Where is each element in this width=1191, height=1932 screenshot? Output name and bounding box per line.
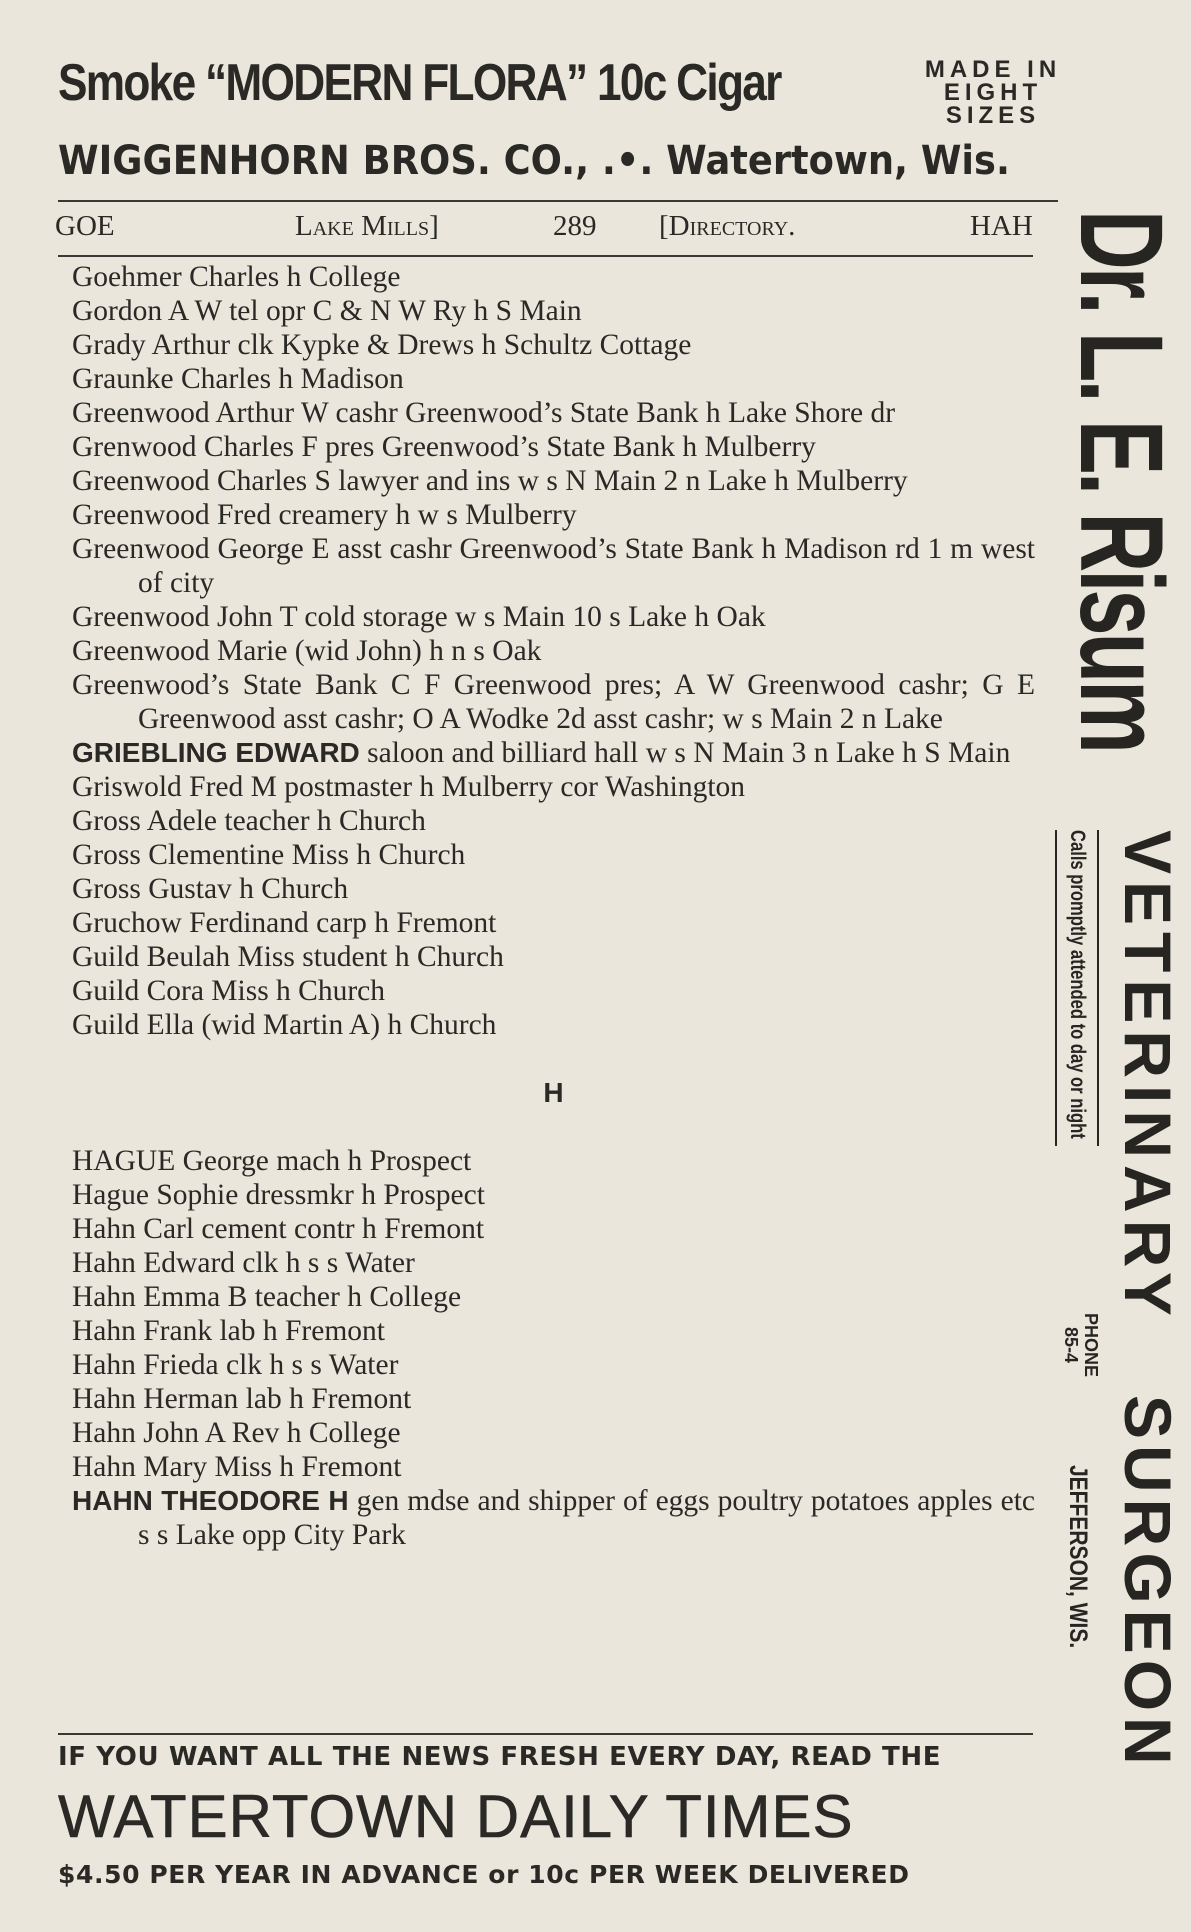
list-item [72,736,1035,770]
newspaper-price: $4.50 PER YEAR IN ADVANCE or 10c PER WEEK DELIVERED [58,1860,910,1889]
entry-text: Hahn Mary Miss h Fremont [72,1451,402,1483]
directory-entries [72,260,1035,1552]
list-item [72,1008,1035,1042]
entry-text: Greenwood’s State Bank C F Greenwood pres; A W Greenwood cashr; G E Greenwood asst cashr; O A Wodke 2d asst cashr; w s Main 2 n Lake [72,669,1035,735]
entries-g [72,260,1035,1042]
entry-text: Greenwood George E asst cashr Greenwood’s State Bank h Madison rd 1 m west of city [72,533,1035,599]
header-start-word: GOE [55,210,115,242]
newspaper-title: WATERTOWN DAILY TIMES [58,1783,854,1850]
phone-label: PHONE [1081,1312,1101,1377]
entry-text: Hahn John A Rev h College [72,1417,401,1449]
entry-text: Hahn Emma B teacher h College [72,1281,462,1313]
header-top-rule [58,200,1058,202]
veterinarian-advertisement [1051,210,1191,1870]
veterinary-label: VETERINARY [1111,830,1185,1323]
list-item [72,362,1035,396]
entry-text: Gordon A W tel opr C & N W Ry h S Main [72,295,582,327]
entry-text: Hahn Carl cement contr h Fremont [72,1213,485,1245]
list-item [72,1484,1035,1552]
header-end-word: HAH [970,210,1033,242]
list-item [72,1416,1035,1450]
list-item [72,600,1035,634]
list-item [72,668,1035,736]
entry-text: Greenwood Charles S lawyer and ins w s N Main 2 n Lake h Mulberry [72,465,908,497]
phone-block [1061,1310,1101,1380]
town-label: JEFFERSON, WIS. [1064,1465,1092,1649]
list-item [72,1382,1035,1416]
entry-text: Greenwood Marie (wid John) h n s Oak [72,635,542,667]
list-item [72,1348,1035,1382]
list-item [72,838,1035,872]
entry-text: Hahn Herman lab h Fremont [72,1383,412,1415]
entry-text: Gruchow Ferdinand carp h Fremont [72,907,497,939]
entry-text: HAGUE George mach h Prospect [72,1145,472,1177]
calls-note: Calls promptly attended to day or night [1055,830,1099,1146]
entry-text: Gross Clementine Miss h Church [72,839,466,871]
entries-h [72,1144,1035,1552]
list-item [72,1314,1035,1348]
list-item [72,1212,1035,1246]
entry-text: Greenwood John T cold storage w s Main 10 s Lake h Oak [72,601,766,633]
made-in-eight-sizes: MADE IN EIGHT SIZES [924,56,1062,129]
list-item [72,1144,1035,1178]
entry-text: Guild Cora Miss h Church [72,975,386,1007]
entry-text: Hague Sophie dressmkr h Prospect [72,1179,485,1211]
list-item [72,260,1035,294]
list-item [72,770,1035,804]
list-item [72,974,1035,1008]
entry-text: Guild Beulah Miss student h Church [72,941,504,973]
footer-top-rule [58,1733,1033,1735]
list-item [72,294,1035,328]
list-item [72,940,1035,974]
header-place: Lake Mills] [295,210,439,242]
list-item [72,906,1035,940]
header-bottom-rule [58,255,1033,257]
list-item [72,396,1035,430]
cigar-maker: WIGGENHORN BROS. CO., .•. Watertown, Wis. [58,138,1010,184]
entry-text: Hahn Edward clk h s s Water [72,1247,415,1279]
entry-text: Greenwood Fred creamery h w s Mulberry [72,499,577,531]
entry-text: saloon and billiard hall w s N Main 3 n Lake h S Main [359,737,1011,769]
list-item [72,804,1035,838]
list-item [72,430,1035,464]
entry-text: gen mdse and shipper of eggs poultry potatoes apples etc s s Lake opp City Park [138,1485,1035,1551]
entry-text: Grady Arthur clk Kypke & Drews h Schultz Cottage [72,329,692,361]
entry-text: Grenwood Charles F pres Greenwood’s State Bank h Mulberry [72,431,816,463]
list-item [72,328,1035,362]
doctor-name: Dr. L. E. Risum [1055,210,1187,751]
entry-text: Griswold Fred M postmaster h Mulberry cor Washington [72,771,746,803]
entry-text: Greenwood Arthur W cashr Greenwood’s State Bank h Lake Shore dr [72,397,896,429]
list-item [72,498,1035,532]
list-item [72,1246,1035,1280]
section-letter: H [543,1077,564,1108]
header-page-number: 289 [553,210,597,242]
entry-text: Hahn Frank lab h Fremont [72,1315,385,1347]
list-item [72,1178,1035,1212]
surgeon-label: SURGEON [1111,1395,1185,1771]
list-item [72,872,1035,906]
bold-name: GRIEBLING EDWARD [72,737,360,768]
entry-text: Hahn Frieda clk h s s Water [72,1349,399,1381]
header-section: [Directory. [659,210,796,242]
entry-text: Gross Adele teacher h Church [72,805,426,837]
phone-number: 85-4 [1061,1326,1081,1364]
entry-text: Gross Gustav h Church [72,873,349,905]
entry-text: Goehmer Charles h College [72,261,401,293]
entry-text: Graunke Charles h Madison [72,363,404,395]
newspaper-tagline: IF YOU WANT ALL THE NEWS FRESH EVERY DAY, READ THE [58,1742,942,1772]
list-item [72,1280,1035,1314]
list-item [72,464,1035,498]
list-item [72,1450,1035,1484]
cigar-slogan: Smoke “MODERN FLORA” 10c Cigar [58,54,781,112]
running-header [55,206,1055,246]
list-item [72,532,1035,600]
bold-name: HAHN THEODORE H [72,1485,349,1516]
entry-text: Guild Ella (wid Martin A) h Church [72,1009,497,1041]
list-item [72,634,1035,668]
